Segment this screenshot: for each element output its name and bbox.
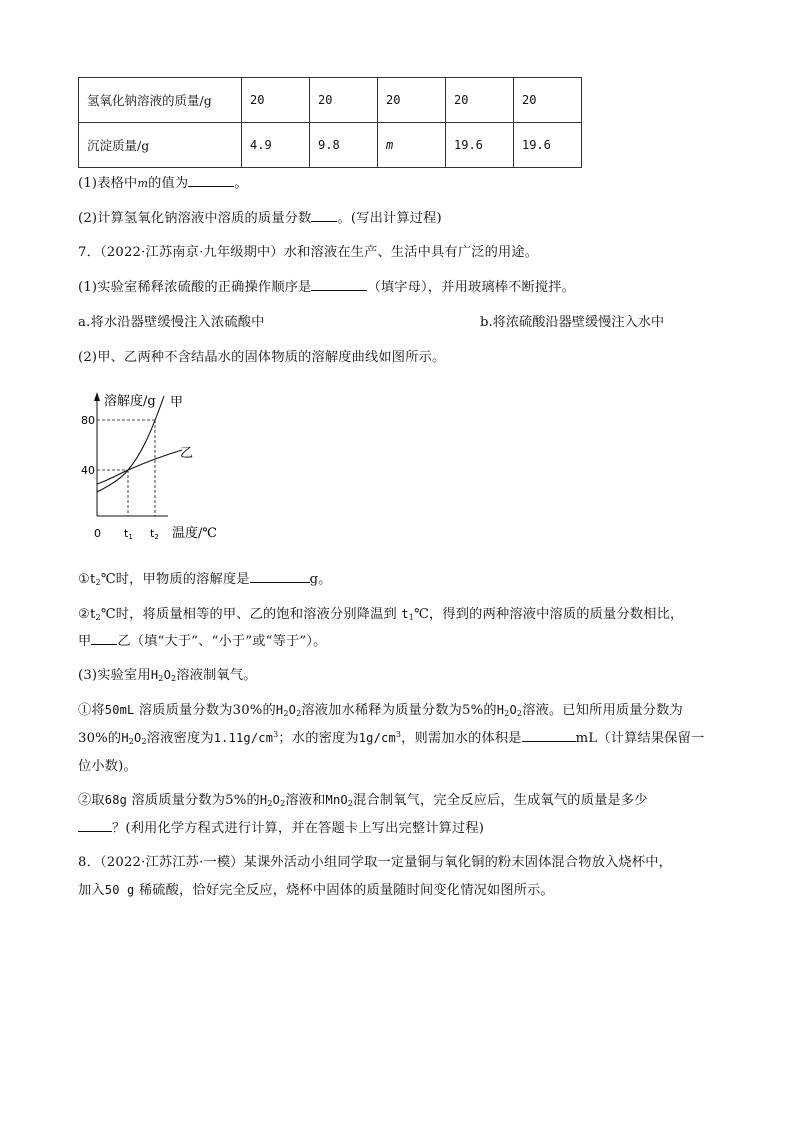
q7-header: 7．（2022·江苏南京·九年级期中）水和溶液在生产、生活中具有广泛的用途。 — [78, 245, 539, 260]
curve-yi — [97, 450, 182, 484]
table-cell: 20 — [310, 78, 378, 123]
row-label: 氢氧化钠溶液的质量/g — [79, 78, 242, 123]
answer-blank[interactable] — [188, 174, 234, 187]
answer-blank[interactable] — [78, 819, 112, 832]
q7-part1: (1)实验室稀释浓硫酸的正确操作顺序是 （填字母），并用玻璃棒不断搅拌。 — [78, 280, 576, 295]
q6-part2: (2)计算氢氧化钠溶液中溶质的质量分数 。(写出计算过程) — [78, 211, 442, 226]
table-cell: 20 — [242, 78, 310, 123]
q7-option-b: b.将浓硫酸沿器壁缓慢注入水中 — [480, 315, 665, 330]
q7-calc2-line2: ？(利用化学方程式进行计算，并在答题卡上写出完整计算过程) — [78, 817, 484, 836]
q7-part3: (3)实验室用$H_2O_2$溶液制氧气。 — [78, 668, 257, 683]
table-cell: 9.8 — [310, 123, 378, 168]
q8-line1: 8．（2022·江苏江苏·一模）某课外活动小组同学取一定量铜与氧化铜的粉末固体混合物放入烧杯中， — [78, 855, 673, 870]
q7-calc1-line3: 位小数)。 — [78, 759, 137, 774]
q7-part2: (2)甲、乙两种不含结晶水的固体物质的溶解度曲线如图所示。 — [78, 350, 446, 365]
series-label-jia: 甲 — [170, 395, 184, 410]
table-cell: 20 — [446, 78, 514, 123]
series-label-yi: 乙 — [180, 446, 194, 461]
q7-sub2: $②t_2℃$时，将质量相等的甲、乙的饱和溶液分别降温到 $t_1℃$，得到的两种溶液中溶质的质量分数相比， — [78, 607, 684, 622]
table-cell: 4.9 — [242, 123, 310, 168]
q7-calc2-line1: ②取68g 溶质质量分数为5%的$H_2O_2$溶液和MnO$_2$混合制氧气，完全反应后，生成氧气的质量是多少 — [78, 793, 648, 808]
table-cell: m — [378, 123, 446, 168]
answer-blank[interactable] — [311, 278, 367, 291]
answer-blank[interactable] — [311, 209, 337, 222]
table-cell: 20 — [378, 78, 446, 123]
q8-line2: 加入50 g 稀硫酸，恰好完全反应，烧杯中固体的质量随时间变化情况如图所示。 — [78, 883, 554, 898]
origin-label: 0 — [94, 527, 101, 540]
q7-sub1: $①t_2℃$时，甲物质的溶解度是 g。 — [78, 572, 332, 587]
x-axis-label: 温度/℃ — [172, 526, 217, 541]
row-label: 沉淀质量/g — [79, 123, 242, 168]
q7-calc1-line1: ①将50mL 溶质质量分数为30%的$H_2O_2$溶液加水稀释为质量分数为5%的$H_2O_2$溶液。已知所用质量分数为 — [78, 703, 683, 718]
q7-calc1-line2: 30%的$H_2O_2$溶液密度为$1.11g/cm^3$；水的密度为$1g/cm^3$，则需加水的体积是 mL（计算结果保留一 — [78, 730, 705, 746]
answer-blank[interactable] — [91, 632, 117, 645]
answer-blank[interactable] — [250, 570, 310, 583]
table-row — [79, 123, 582, 168]
solubility-chart — [81, 384, 234, 546]
y-axis-arrow — [94, 392, 100, 401]
data-table — [78, 77, 582, 168]
table-cell: 20 — [514, 78, 582, 123]
q7-sub2-line2: 甲 乙（填“大于”、“小于”或“等于”）。 — [78, 634, 327, 649]
q7-option-a: a.将水沿器壁缓慢注入浓硫酸中 — [78, 315, 265, 330]
q6-part1: (1)表格中m的值为 。 — [78, 176, 248, 191]
y-tick-80: 80 — [81, 414, 95, 427]
y-axis-label: 溶解度/g — [104, 394, 156, 409]
table-cell: 19.6 — [514, 123, 582, 168]
curve-jia — [97, 396, 164, 492]
x-tick-t1: t1 — [124, 527, 133, 541]
table-row — [79, 78, 582, 123]
y-tick-40: 40 — [81, 464, 95, 477]
table-cell: 19.6 — [446, 123, 514, 168]
x-tick-t2: t2 — [150, 527, 159, 541]
answer-blank[interactable] — [522, 729, 576, 742]
